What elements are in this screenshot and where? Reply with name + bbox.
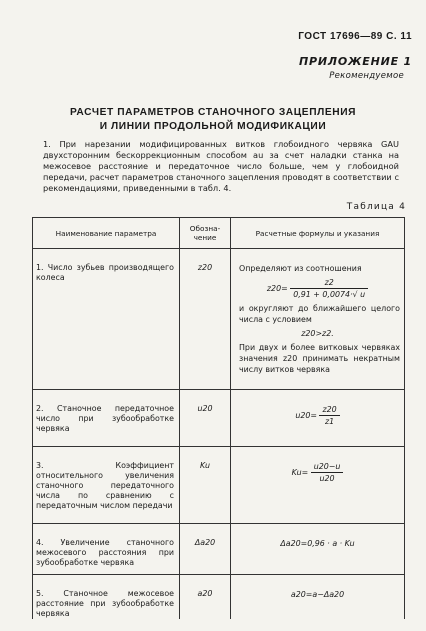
row1-formula — [235, 277, 400, 300]
row1-formula-den: 0,91 + 0,0074·√ u — [293, 290, 366, 299]
row4-formula: Δa20=0,96 · a · Ku — [231, 524, 405, 575]
row2-formula-lhs: u20= — [295, 411, 317, 420]
table-caption: Таблица 4 — [346, 202, 406, 212]
row1-symbol: z20 — [180, 249, 231, 390]
row3-symbol: Ku — [180, 447, 231, 524]
row1-formula-lhs: z20= — [266, 284, 288, 293]
table-row — [33, 447, 405, 524]
row3-formula-den: u20 — [319, 474, 335, 483]
row2-formula — [235, 404, 400, 427]
row1-formula-num: z2 — [290, 277, 368, 289]
header-symbol: Обозна-чение — [180, 218, 231, 249]
table-header-row — [33, 218, 405, 249]
appendix-status: Рекомендуемое — [329, 71, 404, 81]
page-header: ГОСТ 17696—89 С. 11 — [298, 31, 412, 42]
row3-formula-num: u20−u — [311, 461, 344, 473]
row2-symbol: u20 — [180, 390, 231, 447]
table-row — [33, 524, 405, 575]
row2-name: 2. Станочное передаточное число при зубообработке червяка — [33, 390, 180, 447]
row3-name: 3. Коэффициент относительного увеличения станочного передаточного числа по сравнению с передаточным числом передачи — [33, 447, 180, 524]
row1-text1: Определяют из соотношения — [239, 264, 362, 273]
row3-formula — [235, 461, 400, 484]
intro-paragraph: 1. При нарезании модифицированных витков глобоидного червяка GAU двухсторонним бескоррекционным способом au за счет наладки станка на межосевое расстояние и передаточное число больше, чем у глобоидной передачи, расчет параметров станочного зацепления проводят в соответствии с рекомендациями, приведенными в табл. 4. — [43, 139, 399, 193]
row5-name: 5. Станочное межосевое расстояние при зубообработке червяка — [33, 575, 180, 620]
table-row — [33, 390, 405, 447]
header-formula: Расчетные формулы и указания — [231, 218, 405, 249]
row1-name: 1. Число зубьев производящего колеса — [33, 249, 180, 390]
parameters-table — [32, 217, 405, 619]
table-row — [33, 249, 405, 390]
section-title-line1: РАСЧЕТ ПАРАМЕТРОВ СТАНОЧНОГО ЗАЦЕПЛЕНИЯ — [69, 107, 357, 118]
row2-formula-den: z1 — [324, 417, 335, 426]
row5-formula: a20=a−Δa20 — [231, 575, 405, 620]
header-name: Наименование параметра — [33, 218, 180, 249]
row5-symbol: a20 — [180, 575, 231, 620]
row1-text2: и округляют до ближайшего целого числа с условием — [239, 304, 400, 324]
row4-name: 4. Увеличение станочного межосевого расстояния при зубообработке червяка — [33, 524, 180, 575]
appendix-label: ПРИЛОЖЕНИЕ 1 — [299, 55, 412, 68]
row1-condition: z20>z2. — [301, 329, 334, 338]
section-title-line2: И ЛИНИИ ПРОДОЛЬНОЙ МОДИФИКАЦИИ — [99, 121, 327, 132]
row3-formula-lhs: Ku= — [291, 468, 309, 477]
table-row — [33, 575, 405, 620]
row2-formula-num: z20 — [319, 404, 339, 416]
row1-text3: При двух и более витковых червяках значения z20 принимать некратным числу витков червяка — [239, 343, 400, 374]
row4-symbol: Δa20 — [180, 524, 231, 575]
